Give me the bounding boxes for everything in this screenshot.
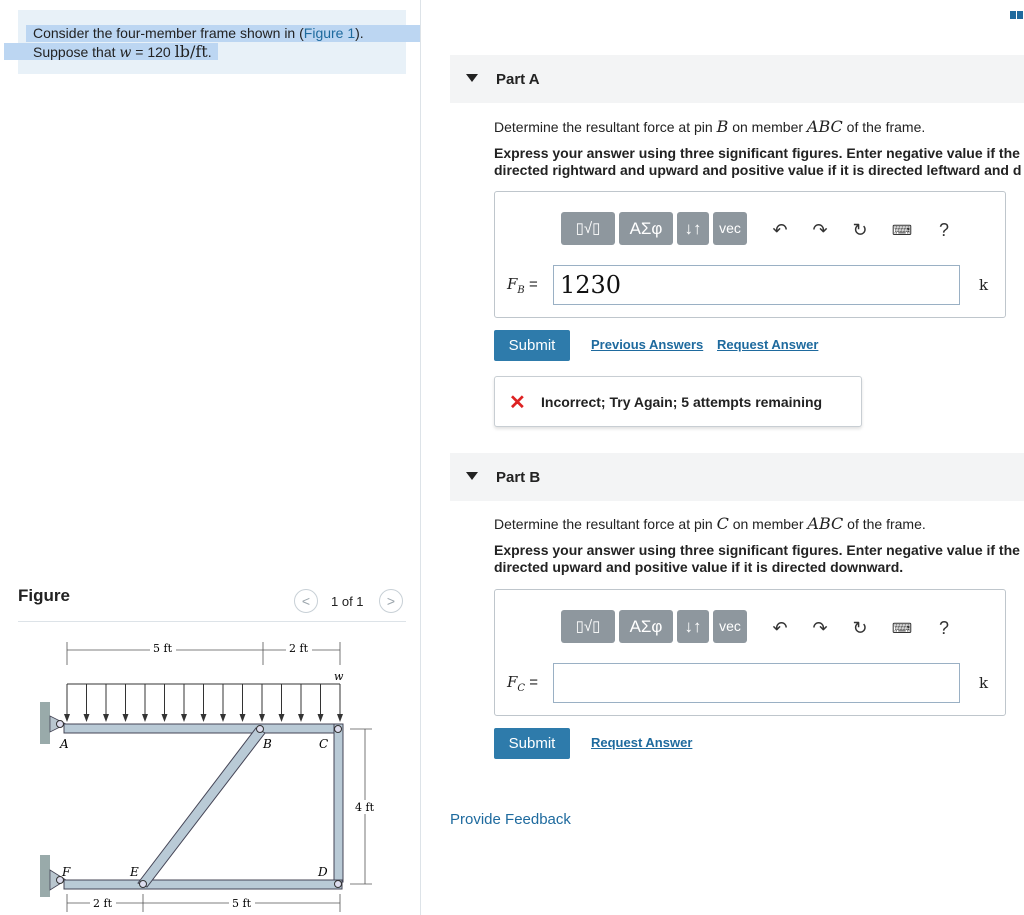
help-button[interactable]: ? (938, 220, 949, 240)
part-a-feedback (494, 376, 862, 427)
wall-support-f (40, 855, 50, 897)
label-c: C (319, 737, 329, 751)
pin-a (57, 721, 64, 728)
dimension-2ft: 2 ft (289, 642, 308, 655)
pin-variable: C (716, 514, 729, 533)
instruction-line: directed rightward and upward and positive value if it is directed leftward and d (494, 162, 1022, 178)
part-b-header[interactable] (450, 453, 1024, 501)
redo-icon[interactable]: ↷ (812, 618, 828, 638)
figure-pager-count: 1 of 1 (331, 594, 364, 609)
load-arrow-head (142, 714, 148, 722)
part-b-title: Part B (496, 469, 541, 486)
load-arrow-head (162, 714, 168, 722)
part-b-instructions (494, 542, 1020, 576)
keyboard-icon[interactable]: ⌨ (891, 222, 913, 238)
member-be (138, 728, 265, 887)
part-b-field-label (507, 673, 538, 694)
part-b-answer-box (494, 589, 1006, 716)
load-arrow-head (318, 714, 324, 722)
member-variable: ABC (806, 117, 843, 136)
member-variable: ABC (807, 514, 844, 533)
part-a-question (494, 117, 925, 136)
part-b-question (494, 514, 926, 533)
dimension-4ft: 4 ft (355, 801, 374, 814)
wall-support-a (40, 702, 50, 744)
part-a-field-label (507, 275, 538, 296)
load-arrow-head (259, 714, 265, 722)
instruction-line: Express your answer using three significant figures. Enter negative value if the (494, 542, 1020, 558)
force-subscript: C (517, 683, 526, 694)
question-text: on member (728, 119, 807, 135)
reset-icon[interactable]: ↻ (852, 220, 868, 240)
layout-toggle-icon[interactable] (1010, 6, 1024, 14)
figure-heading: Figure (18, 586, 70, 605)
load-arrow-head (279, 714, 285, 722)
part-a-answer-box (494, 191, 1006, 318)
feedback-text: Incorrect; Try Again; 5 attempts remaining (541, 394, 823, 410)
part-a-instructions (494, 145, 1021, 179)
previous-answers-link[interactable]: Previous Answers (591, 337, 704, 352)
figure-link[interactable]: Figure 1 (303, 25, 356, 41)
label-b: B (263, 737, 272, 751)
greek-symbols-button[interactable]: ΑΣφ (619, 610, 673, 643)
frame-diagram (20, 630, 390, 915)
undo-icon[interactable]: ↶ (772, 618, 788, 638)
label-e: E (130, 865, 139, 879)
load-arrow-head (123, 714, 129, 722)
part-b-request-answer-link[interactable]: Request Answer (591, 735, 693, 750)
load-arrow-head (240, 714, 246, 722)
figure-next-button[interactable]: > (379, 589, 403, 613)
part-b-answer-input[interactable] (553, 663, 960, 703)
member-fed (64, 880, 342, 889)
distributed-load-arrows (64, 684, 343, 722)
intro-line-1 (33, 25, 364, 42)
dimension-5ft: 5 ft (153, 642, 172, 655)
redo-icon[interactable]: ↷ (812, 220, 828, 240)
vector-button[interactable]: vec (713, 212, 747, 245)
problem-intro-box (18, 10, 406, 74)
problem-panel (0, 0, 421, 915)
equals-sign: = (525, 674, 539, 691)
reset-icon[interactable]: ↻ (852, 618, 868, 638)
question-text: of the frame. (842, 119, 926, 135)
member-cd (334, 724, 343, 882)
vector-button[interactable]: vec (713, 610, 747, 643)
dimension-bottom-2ft: 2 ft (93, 897, 112, 910)
label-a: A (60, 737, 69, 751)
intro-text-end: . (207, 44, 212, 60)
provide-feedback-link[interactable]: Provide Feedback (450, 811, 571, 828)
load-arrow-head (181, 714, 187, 722)
pin-variable: B (716, 117, 729, 136)
force-variable: F (507, 673, 518, 691)
force-subscript: B (517, 285, 525, 296)
greek-symbols-button[interactable]: ΑΣφ (619, 212, 673, 245)
part-a-submit-button[interactable]: Submit (494, 330, 570, 361)
label-d: D (318, 865, 328, 879)
part-b-submit-button[interactable]: Submit (494, 728, 570, 759)
intro-line-2 (33, 43, 212, 62)
load-arrow-head (84, 714, 90, 722)
templates-button[interactable]: ▯√▯ (561, 610, 615, 643)
templates-button[interactable]: ▯√▯ (561, 212, 615, 245)
intro-text-end: ). (355, 25, 364, 41)
arrows-button[interactable]: ↓↑ (677, 610, 709, 643)
load-arrow-head (298, 714, 304, 722)
question-text: on member (728, 516, 808, 532)
pin-c (335, 726, 342, 733)
intro-text: Suppose that (33, 44, 120, 60)
intro-text: = 120 (131, 44, 175, 60)
part-a-answer-input[interactable]: 1230 (553, 265, 960, 305)
incorrect-icon: ✕ (509, 392, 526, 414)
pin-d (335, 881, 342, 888)
member-abc (64, 724, 342, 733)
pin-b (257, 726, 264, 733)
load-arrow-head (201, 714, 207, 722)
part-a-request-answer-link[interactable]: Request Answer (717, 337, 819, 352)
collapse-caret-icon[interactable] (466, 74, 478, 82)
load-arrow-head (103, 714, 109, 722)
equals-sign: = (524, 276, 538, 293)
part-b-unit: k (979, 674, 989, 692)
part-a-title: Part A (496, 71, 540, 88)
load-label-w: w (334, 670, 344, 683)
part-a-header[interactable] (450, 55, 1024, 103)
load-arrow-head (220, 714, 226, 722)
question-text: of the frame. (843, 516, 926, 532)
figure-prev-button[interactable]: < (294, 589, 318, 613)
instruction-line: Express your answer using three significant figures. Enter negative value if the (494, 145, 1020, 161)
load-arrow-head (337, 714, 343, 722)
collapse-caret-icon[interactable] (466, 472, 478, 480)
intro-text: Consider the four-member frame shown in ( (33, 25, 304, 41)
pin-e (140, 881, 147, 888)
label-f: F (62, 865, 71, 879)
variable-w: w (119, 45, 132, 61)
figure-divider (18, 621, 406, 622)
dimension-bottom-5ft: 5 ft (232, 897, 251, 910)
keyboard-icon[interactable]: ⌨ (891, 620, 913, 636)
help-button[interactable]: ? (938, 618, 949, 638)
arrows-button[interactable]: ↓↑ (677, 212, 709, 245)
force-variable: F (507, 275, 518, 293)
load-arrow-head (64, 714, 70, 722)
instruction-line: directed upward and positive value if it is directed downward. (494, 559, 904, 575)
question-text: Determine the resultant force at pin (494, 516, 717, 532)
question-text: Determine the resultant force at pin (494, 119, 717, 135)
part-a-unit: k (979, 276, 989, 294)
undo-icon[interactable]: ↶ (772, 220, 788, 240)
unit-lb-ft: lb/ft (174, 42, 208, 61)
